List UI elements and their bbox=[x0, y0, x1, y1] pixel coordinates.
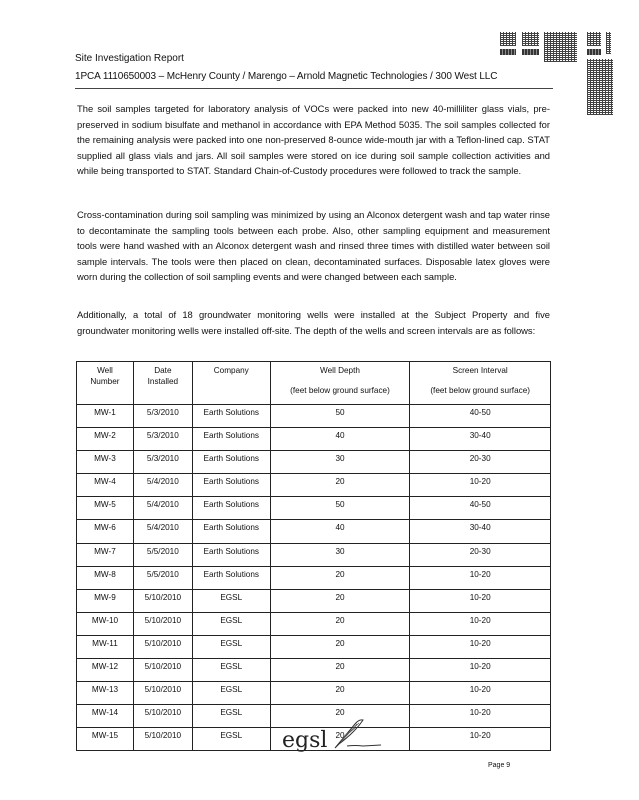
cell-company: EGSL bbox=[192, 635, 270, 658]
table-header-row bbox=[77, 362, 551, 405]
cell-company: Earth Solutions bbox=[192, 451, 270, 474]
cell-well-depth: 20 bbox=[270, 659, 410, 682]
cell-well-depth: 20 bbox=[270, 566, 410, 589]
cell-screen-interval: 10-20 bbox=[410, 589, 551, 612]
barcode-icon bbox=[606, 32, 611, 54]
cell-date-installed: 5/10/2010 bbox=[133, 705, 192, 728]
table-row bbox=[77, 635, 551, 658]
cell-company: Earth Solutions bbox=[192, 405, 270, 428]
table-row bbox=[77, 520, 551, 543]
cell-date-installed: 5/4/2010 bbox=[133, 497, 192, 520]
header-well-number: Well Number bbox=[77, 362, 134, 405]
cell-company: EGSL bbox=[192, 612, 270, 635]
table-row bbox=[77, 405, 551, 428]
report-subtitle: 1PCA 1110650003 – McHenry County / Marengo – Arnold Magnetic Technologies / 300 West LLC bbox=[75, 71, 498, 82]
barcode-icon bbox=[522, 32, 539, 46]
cell-screen-interval: 10-20 bbox=[410, 728, 551, 751]
report-title: Site Investigation Report bbox=[75, 53, 184, 64]
cell-well-number: MW-10 bbox=[77, 612, 134, 635]
header-divider bbox=[75, 88, 553, 89]
cell-date-installed: 5/4/2010 bbox=[133, 474, 192, 497]
cell-well-number: MW-11 bbox=[77, 635, 134, 658]
page-number: Page 9 bbox=[488, 762, 511, 769]
cell-well-number: MW-14 bbox=[77, 705, 134, 728]
quill-pen-icon bbox=[333, 718, 383, 750]
cell-well-number: MW-2 bbox=[77, 428, 134, 451]
header-screen-interval: Screen Interval (feet below ground surface) bbox=[410, 362, 551, 405]
cell-company: Earth Solutions bbox=[192, 474, 270, 497]
table-row bbox=[77, 682, 551, 705]
cell-screen-interval: 40-50 bbox=[410, 497, 551, 520]
cell-date-installed: 5/3/2010 bbox=[133, 428, 192, 451]
cell-date-installed: 5/10/2010 bbox=[133, 635, 192, 658]
cell-date-installed: 5/5/2010 bbox=[133, 543, 192, 566]
header-well-depth: Well Depth (feet below ground surface) bbox=[270, 362, 410, 405]
paragraph-monitoring-wells: Additionally, a total of 18 groundwater monitoring wells were installed at the Subject Property and five groundwater monitoring wells were installed off-site. The depth of the wells and screen intervals are as follows: bbox=[77, 309, 550, 336]
table-row bbox=[77, 705, 551, 728]
header-date-installed: Date Installed bbox=[133, 362, 192, 405]
cell-company: Earth Solutions bbox=[192, 566, 270, 589]
table-row bbox=[77, 566, 551, 589]
cell-company: EGSL bbox=[192, 682, 270, 705]
cell-well-depth: 50 bbox=[270, 497, 410, 520]
cell-well-number: MW-6 bbox=[77, 520, 134, 543]
table-row bbox=[77, 543, 551, 566]
cell-well-number: MW-3 bbox=[77, 451, 134, 474]
cell-date-installed: 5/10/2010 bbox=[133, 728, 192, 751]
cell-well-depth: 20 bbox=[270, 589, 410, 612]
cell-screen-interval: 10-20 bbox=[410, 612, 551, 635]
barcode-icon bbox=[587, 32, 601, 46]
paragraph-sample-packing: The soil samples targeted for laboratory analysis of VOCs were packed into new 40-milliliter glass vials, pre-preserved in sodium bisulfate and methanol in accordance with EPA Method 5035. The soil samples collected for the remaining analysis were packed into one non-preserved 8-ounce wide-mouth jar with a Teflon-lined cap. STAT supplied all glass vials and jars. All soil samples were stored on ice during soil sample collection activities and while being transported to STAT. Standard Chain-of-Custody procedures were followed to track the sample. bbox=[77, 103, 550, 176]
cell-well-number: MW-7 bbox=[77, 543, 134, 566]
cell-screen-interval: 20-30 bbox=[410, 543, 551, 566]
cell-well-depth: 20 bbox=[270, 612, 410, 635]
cell-well-depth: 20 bbox=[270, 705, 410, 728]
cell-screen-interval: 10-20 bbox=[410, 659, 551, 682]
cell-date-installed: 5/3/2010 bbox=[133, 405, 192, 428]
cell-well-depth: 40 bbox=[270, 520, 410, 543]
table-row bbox=[77, 589, 551, 612]
cell-well-number: MW-8 bbox=[77, 566, 134, 589]
cell-company: EGSL bbox=[192, 659, 270, 682]
cell-company: Earth Solutions bbox=[192, 543, 270, 566]
barcode-icon bbox=[587, 59, 613, 115]
cell-screen-interval: 10-20 bbox=[410, 566, 551, 589]
table-row bbox=[77, 659, 551, 682]
table-row bbox=[77, 474, 551, 497]
header-company: Company bbox=[192, 362, 270, 405]
cell-date-installed: 5/10/2010 bbox=[133, 682, 192, 705]
cell-company: EGSL bbox=[192, 728, 270, 751]
cell-screen-interval: 40-50 bbox=[410, 405, 551, 428]
cell-well-depth: 50 bbox=[270, 405, 410, 428]
table-row bbox=[77, 428, 551, 451]
cell-company: Earth Solutions bbox=[192, 497, 270, 520]
cell-company: Earth Solutions bbox=[192, 520, 270, 543]
cell-well-number: MW-5 bbox=[77, 497, 134, 520]
cell-well-depth: 20 bbox=[270, 635, 410, 658]
cell-date-installed: 5/10/2010 bbox=[133, 589, 192, 612]
cell-screen-interval: 10-20 bbox=[410, 474, 551, 497]
cell-date-installed: 5/4/2010 bbox=[133, 520, 192, 543]
cell-company: Earth Solutions bbox=[192, 428, 270, 451]
table-row bbox=[77, 451, 551, 474]
cell-well-depth: 20 bbox=[270, 682, 410, 705]
cell-company: EGSL bbox=[192, 589, 270, 612]
cell-well-depth: 40 bbox=[270, 428, 410, 451]
egsl-logo: egsl bbox=[282, 728, 328, 753]
barcode-icon bbox=[500, 32, 516, 46]
cell-screen-interval: 10-20 bbox=[410, 635, 551, 658]
cell-well-number: MW-9 bbox=[77, 589, 134, 612]
cell-company: EGSL bbox=[192, 705, 270, 728]
cell-well-number: MW-1 bbox=[77, 405, 134, 428]
monitoring-wells-table bbox=[76, 361, 551, 751]
cell-well-depth: 30 bbox=[270, 543, 410, 566]
paragraph-cross-contamination: Cross-contamination during soil sampling was minimized by using an Alconox detergent wash and tap water rinse to decontaminate the sampling tools between each probe. Also, other sampling equipment and measurement tools were hand washed with an Alconox detergent wash and rinsed three times with distilled water between soil sample intervals. The tools were then placed on clean, decontaminated surfaces. Disposable latex gloves were worn during the collection of soil sampling events and were changed between each sample. bbox=[77, 209, 550, 282]
cell-date-installed: 5/5/2010 bbox=[133, 566, 192, 589]
cell-well-depth: 20 bbox=[270, 728, 410, 751]
barcode-icon bbox=[587, 49, 601, 55]
cell-screen-interval: 30-40 bbox=[410, 520, 551, 543]
cell-date-installed: 5/10/2010 bbox=[133, 659, 192, 682]
barcode-icon bbox=[500, 49, 516, 55]
barcode-icon bbox=[544, 32, 577, 62]
cell-date-installed: 5/3/2010 bbox=[133, 451, 192, 474]
cell-screen-interval: 20-30 bbox=[410, 451, 551, 474]
cell-screen-interval: 30-40 bbox=[410, 428, 551, 451]
cell-well-number: MW-4 bbox=[77, 474, 134, 497]
barcode-icon bbox=[522, 49, 539, 55]
cell-well-depth: 30 bbox=[270, 451, 410, 474]
cell-screen-interval: 10-20 bbox=[410, 705, 551, 728]
table-row bbox=[77, 497, 551, 520]
cell-well-number: MW-13 bbox=[77, 682, 134, 705]
cell-well-number: MW-12 bbox=[77, 659, 134, 682]
cell-screen-interval: 10-20 bbox=[410, 682, 551, 705]
cell-well-depth: 20 bbox=[270, 474, 410, 497]
table-row bbox=[77, 612, 551, 635]
cell-well-number: MW-15 bbox=[77, 728, 134, 751]
cell-date-installed: 5/10/2010 bbox=[133, 612, 192, 635]
